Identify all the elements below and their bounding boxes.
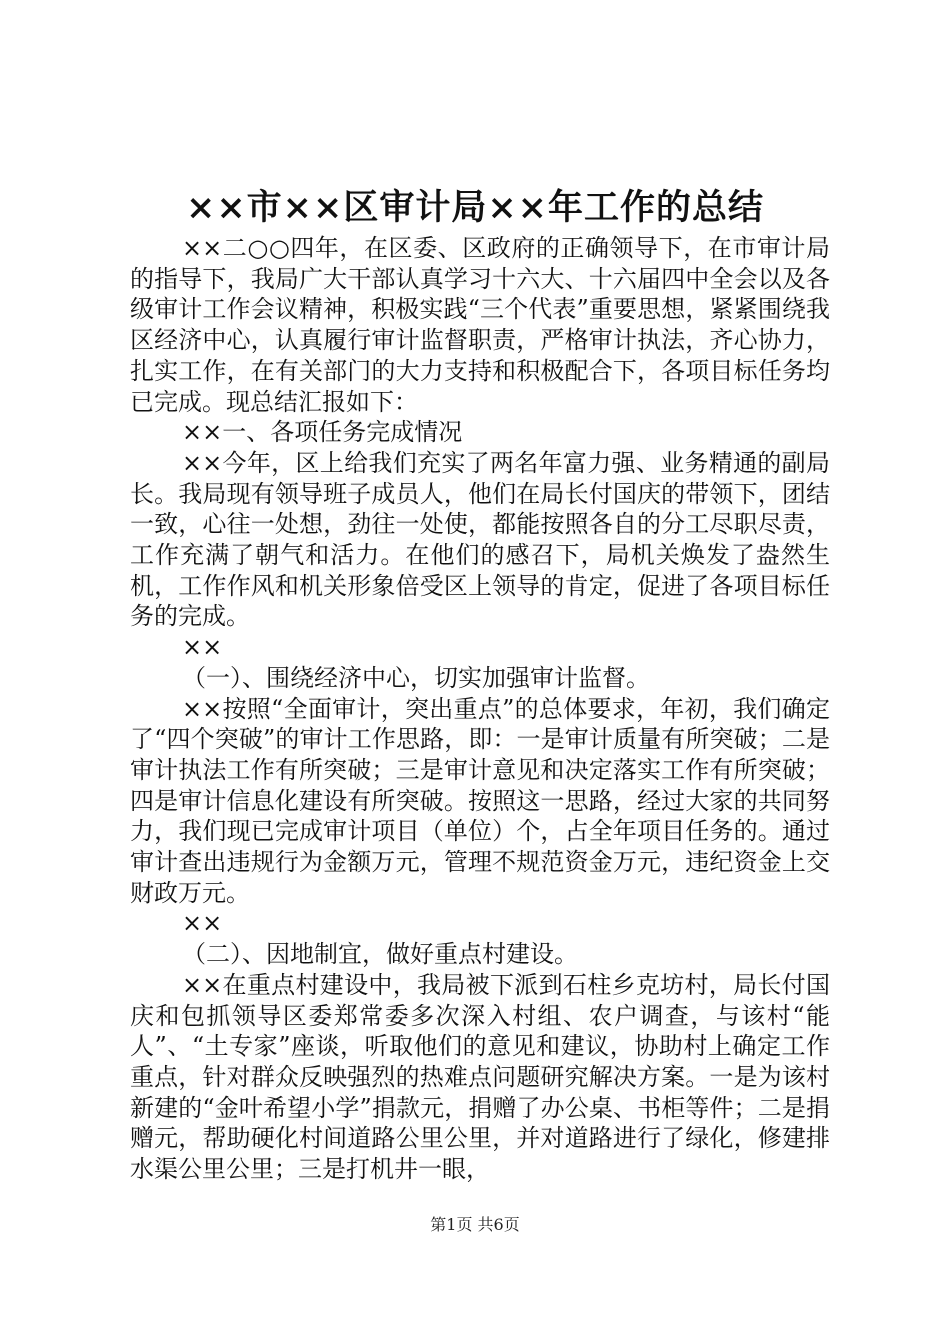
page-footer: 第1页 共6页 bbox=[430, 1215, 520, 1234]
paragraph-audit: ××按照“全面审计，突出重点”的总体要求，年初，我们确定了“四个突破”的审计工作思路，即：一是审计质量有所突破；二是审计执法工作有所突破；三是审计意见和决定落实工作有所突破；四是审计信息化建设有所突破。按照这一思路，经过大家的共同努力，我们现已完成审计项目（单位）个，占全年项目任务的。通过审计查出违规行为金额万元，管理不规范资金万元，违纪资金上交财政万元。 bbox=[130, 694, 830, 907]
subsection-heading-1: （一）、围绕经济中心，切实加强审计监督。 bbox=[182, 663, 650, 692]
paragraph-marker: ×× bbox=[182, 633, 223, 662]
document-title: ××市××区审计局××年工作的总结 bbox=[186, 187, 764, 228]
subsection-heading-2: （二）、因地制宜，做好重点村建设。 bbox=[182, 940, 578, 969]
paragraph-marker: ×× bbox=[182, 909, 223, 938]
paragraph-village: ××在重点村建设中，我局被下派到石柱乡克坊村，局长付国庆和包抓领导区委郑常委多次深入村组、农户调查，与该村“能人”、“土专家”座谈，听取他们的意见和建议，协助村上确定工作重点，针对群众反映强烈的热难点问题研究解决方案。一是为该村新建的“金叶希望小学”捐款元，捐赠了办公桌、书柜等件；二是捐赠元，帮助硬化村间道路公里公里，并对道路进行了绿化，修建排水渠公里公里；三是打机井一眼， bbox=[130, 970, 830, 1184]
section-heading-1: ××一、各项任务完成情况 bbox=[182, 418, 463, 447]
paragraph-leadership: ××今年，区上给我们充实了两名年富力强、业务精通的副局长。我局现有领导班子成员人，他们在局长付国庆的带领下，团结一致，心往一处想，劲往一处使，都能按照各自的分工尽职尽责，工作充满了朝气和活力。在他们的感召下，局机关焕发了盎然生机，工作作风和机关形象倍受区上领导的肯定，促进了各项目标任务的完成。 bbox=[130, 448, 830, 631]
document-body bbox=[130, 233, 830, 1185]
paragraph-intro: ××二○○四年，在区委、区政府的正确领导下，在市审计局的指导下，我局广大干部认真学习十六大、十六届四中全会以及各级审计工作会议精神，积极实践“三个代表”重要思想，紧紧围绕我区经济中心，认真履行审计监督职责，严格审计执法，齐心协力，扎实工作，在有关部门的大力支持和积极配合下，各项目标任务均已完成。现总结汇报如下： bbox=[130, 234, 830, 416]
